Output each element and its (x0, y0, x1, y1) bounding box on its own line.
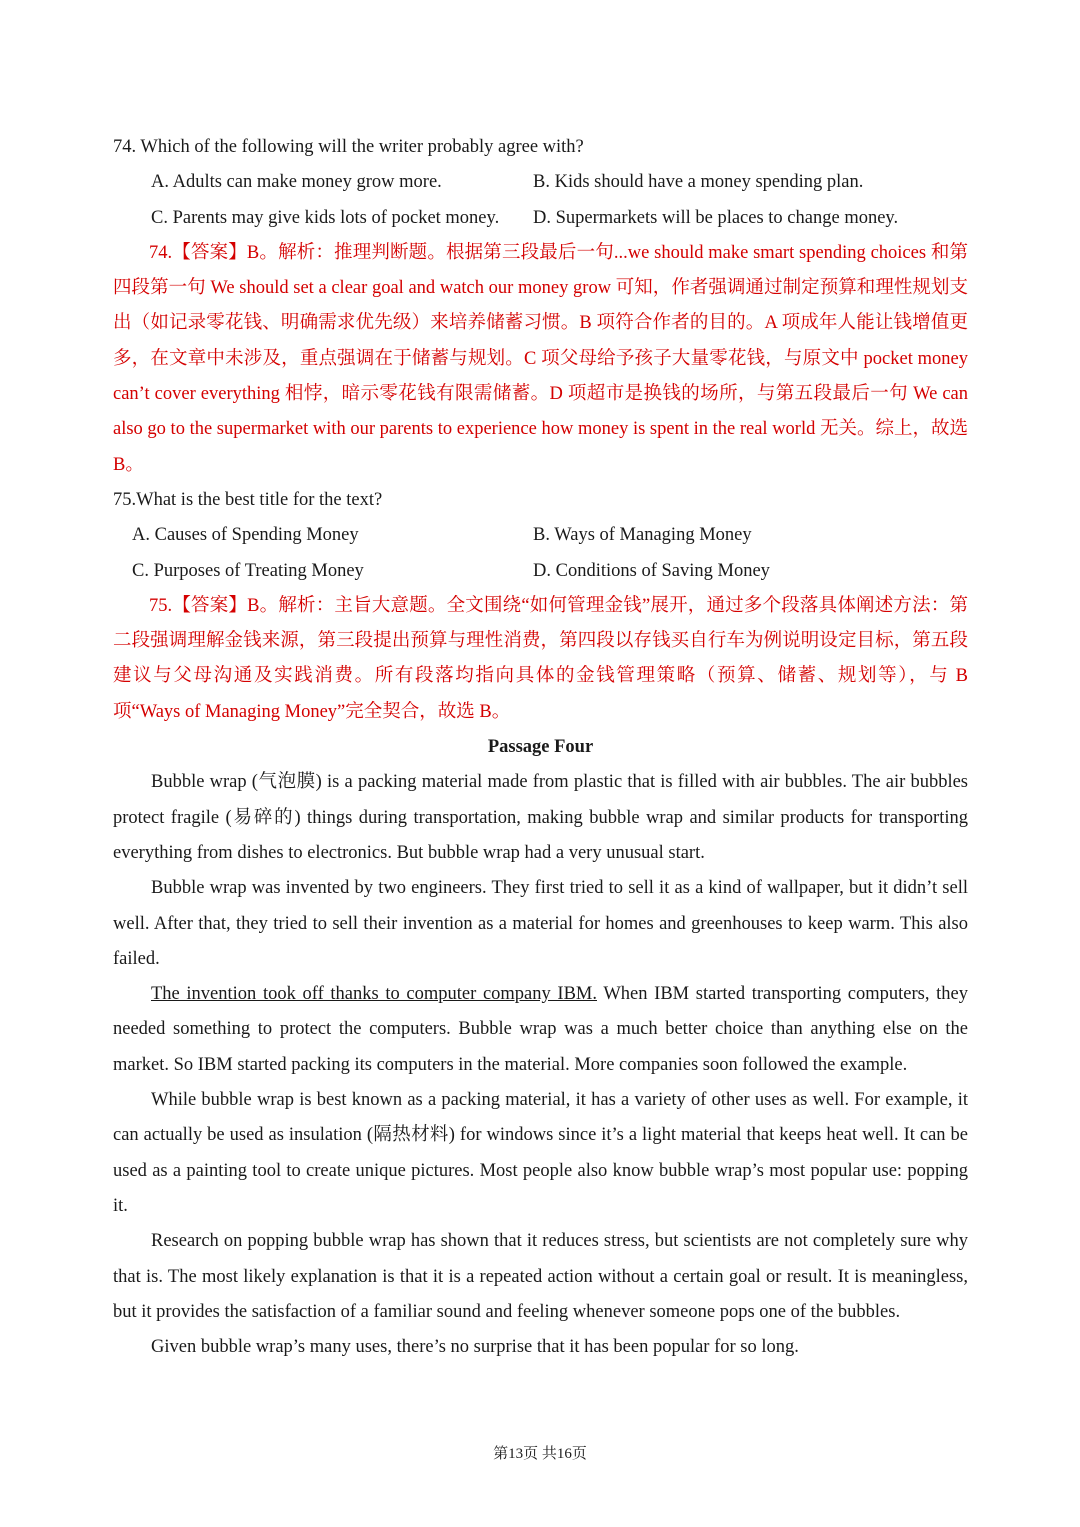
question-75-options-row-1 (113, 518, 968, 553)
underlined-sentence: The invention took off thanks to computer company IBM. (151, 984, 597, 1005)
paragraph-3-rest: When IBM started transporting computers, they needed something to protect the computers. Bubble wrap was a much better choice than anything else on the market. So IBM started packing its computers in the material. More companies soon followed the example. (113, 984, 968, 1075)
passage-paragraph-1: Bubble wrap (气泡膜) is a packing material made from plastic that is filled with air bubbles. The air bubbles protect fragile (易碎的) things during transportation, making bubble wrap and similar products for transporting everything from dishes to electronics. But bubble wrap had a very unusual start. (113, 772, 968, 863)
passage-paragraph-4: While bubble wrap is best known as a packing material, it has a variety of other uses as well. For example, it can actually be used as insulation (隔热材料) for windows since it’s a light material that keeps heat well. It can be used as a painting tool to create unique pictures. Most people also know bubble wrap’s most popular use: popping it. (113, 1090, 968, 1216)
option-74-c: C. Parents may give kids lots of pocket money. (151, 207, 500, 228)
option-74-d: D. Supermarkets will be places to change money. (533, 207, 899, 228)
passage-paragraph-6: Given bubble wrap’s many uses, there’s no surprise that it has been popular for so long. (151, 1337, 799, 1358)
passage-paragraph-2: Bubble wrap was invented by two engineers. They first tried to sell it as a kind of wallpaper, but it didn’t sell well. After that, they tried to sell their invention as a material for homes and greenhouses to keep warm. This also failed. (113, 878, 968, 969)
question-74-options-row-2 (113, 201, 968, 236)
question-75-options-row-2 (113, 554, 968, 589)
option-75-a: A. Causes of Spending Money (132, 525, 359, 546)
passage-paragraph-3 (113, 977, 968, 1083)
option-75-d: D. Conditions of Saving Money (533, 560, 770, 581)
option-74-b: B. Kids should have a money spending plan. (533, 172, 864, 193)
option-75-b: B. Ways of Managing Money (533, 525, 752, 546)
answer-74-explanation: 74.【答案】B。解析：推理判断题。根据第三段最后一句...we should make smart spending choices 和第四段第一句 We should set a clear goal and watch our money grow 可知，作者强调通过制定预算和理性规划支出（如记录零花钱、明确需求优先级）来培养储蓄习惯。B 项符合作者的目的。A 项成年人能让钱增值更多，在文章中未涉及，重点强调在于储蓄与规划。C 项父母给予孩子大量零花钱，与原文中 pocket money can’t cover everything 相悖，暗示零花钱有限需储蓄。D 项超市是换钱的场所，与第五段最后一句 We can also go to the supermarket with our parents to experience how money is spent in the real world 无关。综上，故选 B。 (113, 242, 968, 475)
option-75-c: C. Purposes of Treating Money (132, 560, 364, 581)
passage-title: Passage Four (487, 737, 594, 758)
question-74-options-row-1 (113, 165, 968, 200)
option-74-a: A. Adults can make money grow more. (151, 172, 442, 193)
document-page (113, 130, 968, 1365)
page-number-footer: 第13页 共16页 (493, 1446, 587, 1462)
passage-paragraph-5: Research on popping bubble wrap has shown that it reduces stress, but scientists are not completely sure why that is. The most likely explanation is that it is a repeated action without a certain goal or result. It is meaningless, but it provides the satisfaction of a familiar sound and feeling whenever someone pops one of the bubbles. (113, 1231, 968, 1322)
question-75-stem: 75.What is the best title for the text? (113, 489, 383, 510)
question-74-stem: 74. Which of the following will the writer probably agree with? (113, 137, 584, 157)
answer-75-explanation: 75.【答案】B。解析：主旨大意题。全文围绕“如何管理金钱”展开，通过多个段落具体阐述方法：第二段强调理解金钱来源，第三段提出预算与理性消费，第四段以存钱买自行车为例说明设定目标，第五段建议与父母沟通及实践消费。所有段落均指向具体的金钱管理策略（预算、储蓄、规划等），与 B 项“Ways of Managing Money”完全契合，故选 B。 (113, 595, 968, 722)
